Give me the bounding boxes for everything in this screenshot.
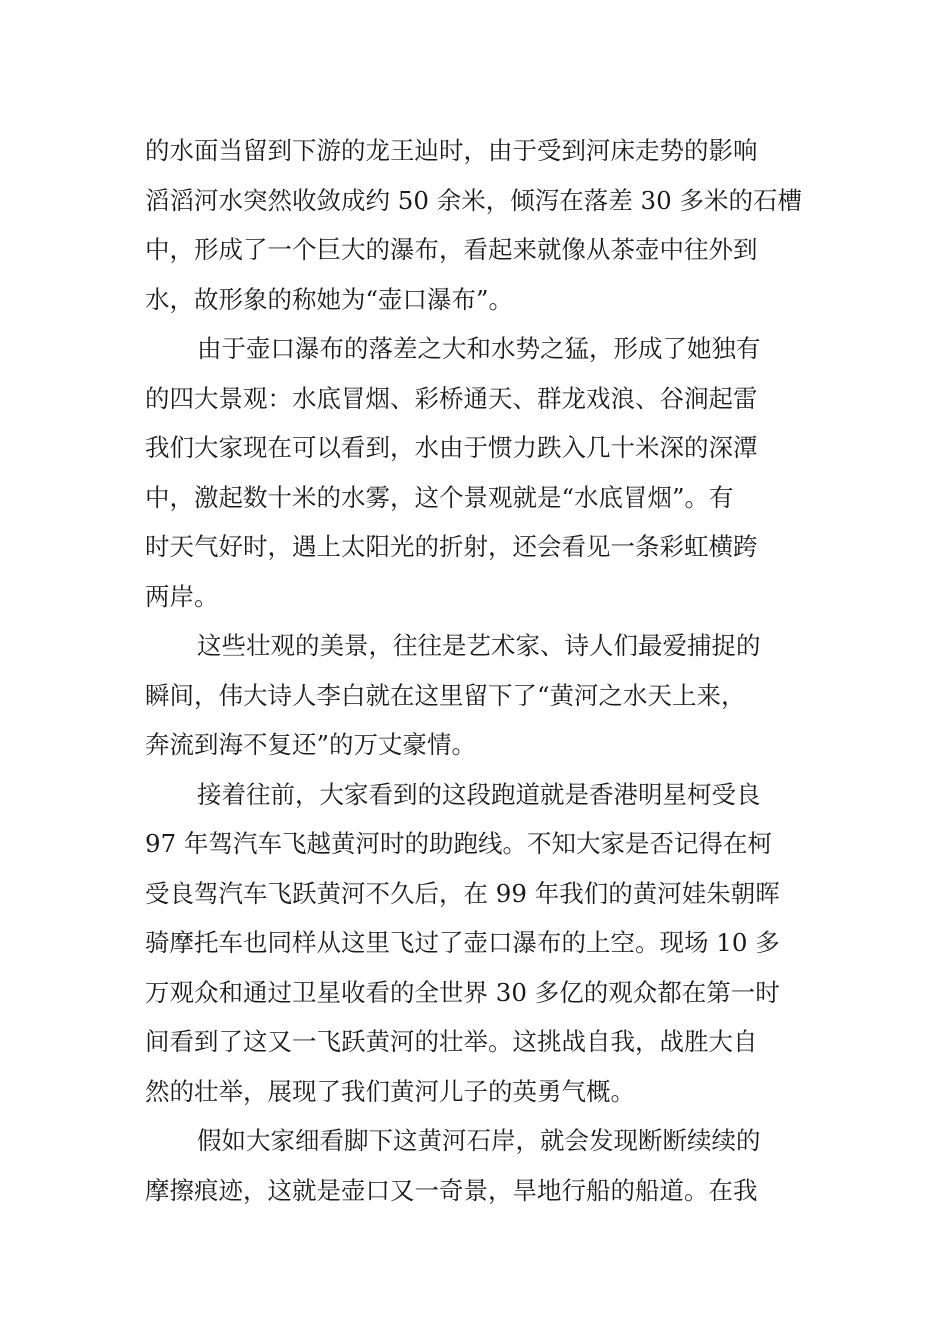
text-line: 受良驾汽车飞跃黄河不久后，在 99 年我们的黄河娃朱朝晖 — [145, 878, 780, 908]
text-line: 假如大家细看脚下这黄河石岸，就会发现断断续续的 — [197, 1126, 761, 1155]
text-line: 两岸。 — [145, 581, 219, 611]
paragraph-2 — [145, 324, 815, 621]
text-line: 这些壮观的美景，往往是艺术家、诗人们最爱捕捉的 — [197, 631, 761, 660]
text-line: 中，激起数十米的水雾，这个景观就是“水底冒烟”。有 — [145, 482, 734, 512]
text-line: 接着往前，大家看到的这段跑道就是香港明星柯受良 — [197, 779, 761, 809]
text-line: 间看到了这又一飞跃黄河的壮举。这挑战自我，战胜大自 — [145, 1027, 758, 1056]
text-line: 的四大景观：水底冒烟、彩桥通天、群龙戏浪、谷涧起雷 — [145, 383, 758, 413]
text-line: 时天气好时，遇上太阳光的折射，还会看见一条彩虹横跨 — [145, 532, 758, 561]
text-line: 由于壶口瀑布的落差之大和水势之猛，形成了她独有 — [197, 334, 761, 363]
text-line: 滔滔河水突然收敛成约 50 余米，倾泻在落差 30 多米的石槽 — [145, 185, 802, 215]
text-line: 摩擦痕迹，这就是壶口又一奇景，旱地行船的船道。在我 — [145, 1175, 758, 1205]
text-line: 的水面当留到下游的龙王辿时，由于受到河床走势的影响 — [145, 136, 758, 165]
text-line: 骑摩托车也同样从这里飞过了壶口瀑布的上空。现场 10 多 — [145, 928, 780, 957]
text-line: 奔流到海不复还”的万丈豪情。 — [145, 730, 477, 759]
text-line: 97 年驾汽车飞越黄河时的助跑线。不知大家是否记得在柯 — [145, 829, 772, 858]
document-body — [145, 126, 815, 1215]
text-line: 中，形成了一个巨大的瀑布，看起来就像从茶壶中往外到 — [145, 235, 758, 264]
text-line: 我们大家现在可以看到，水由于惯力跌入几十米深的深潭 — [145, 433, 758, 462]
text-line: 水，故形象的称她为“壶口瀑布”。 — [145, 284, 514, 314]
text-line: 瞬间，伟大诗人李白就在这里留下了“黄河之水天上来， — [145, 680, 746, 710]
text-line: 然的壮举，展现了我们黄河儿子的英勇气概。 — [145, 1076, 635, 1106]
text-line: 万观众和通过卫星收看的全世界 30 多亿的观众都在第一时 — [145, 977, 780, 1007]
paragraph-3 — [145, 621, 815, 770]
paragraph-1 — [145, 126, 815, 324]
paragraph-4 — [145, 770, 815, 1117]
paragraph-5 — [145, 1116, 815, 1215]
